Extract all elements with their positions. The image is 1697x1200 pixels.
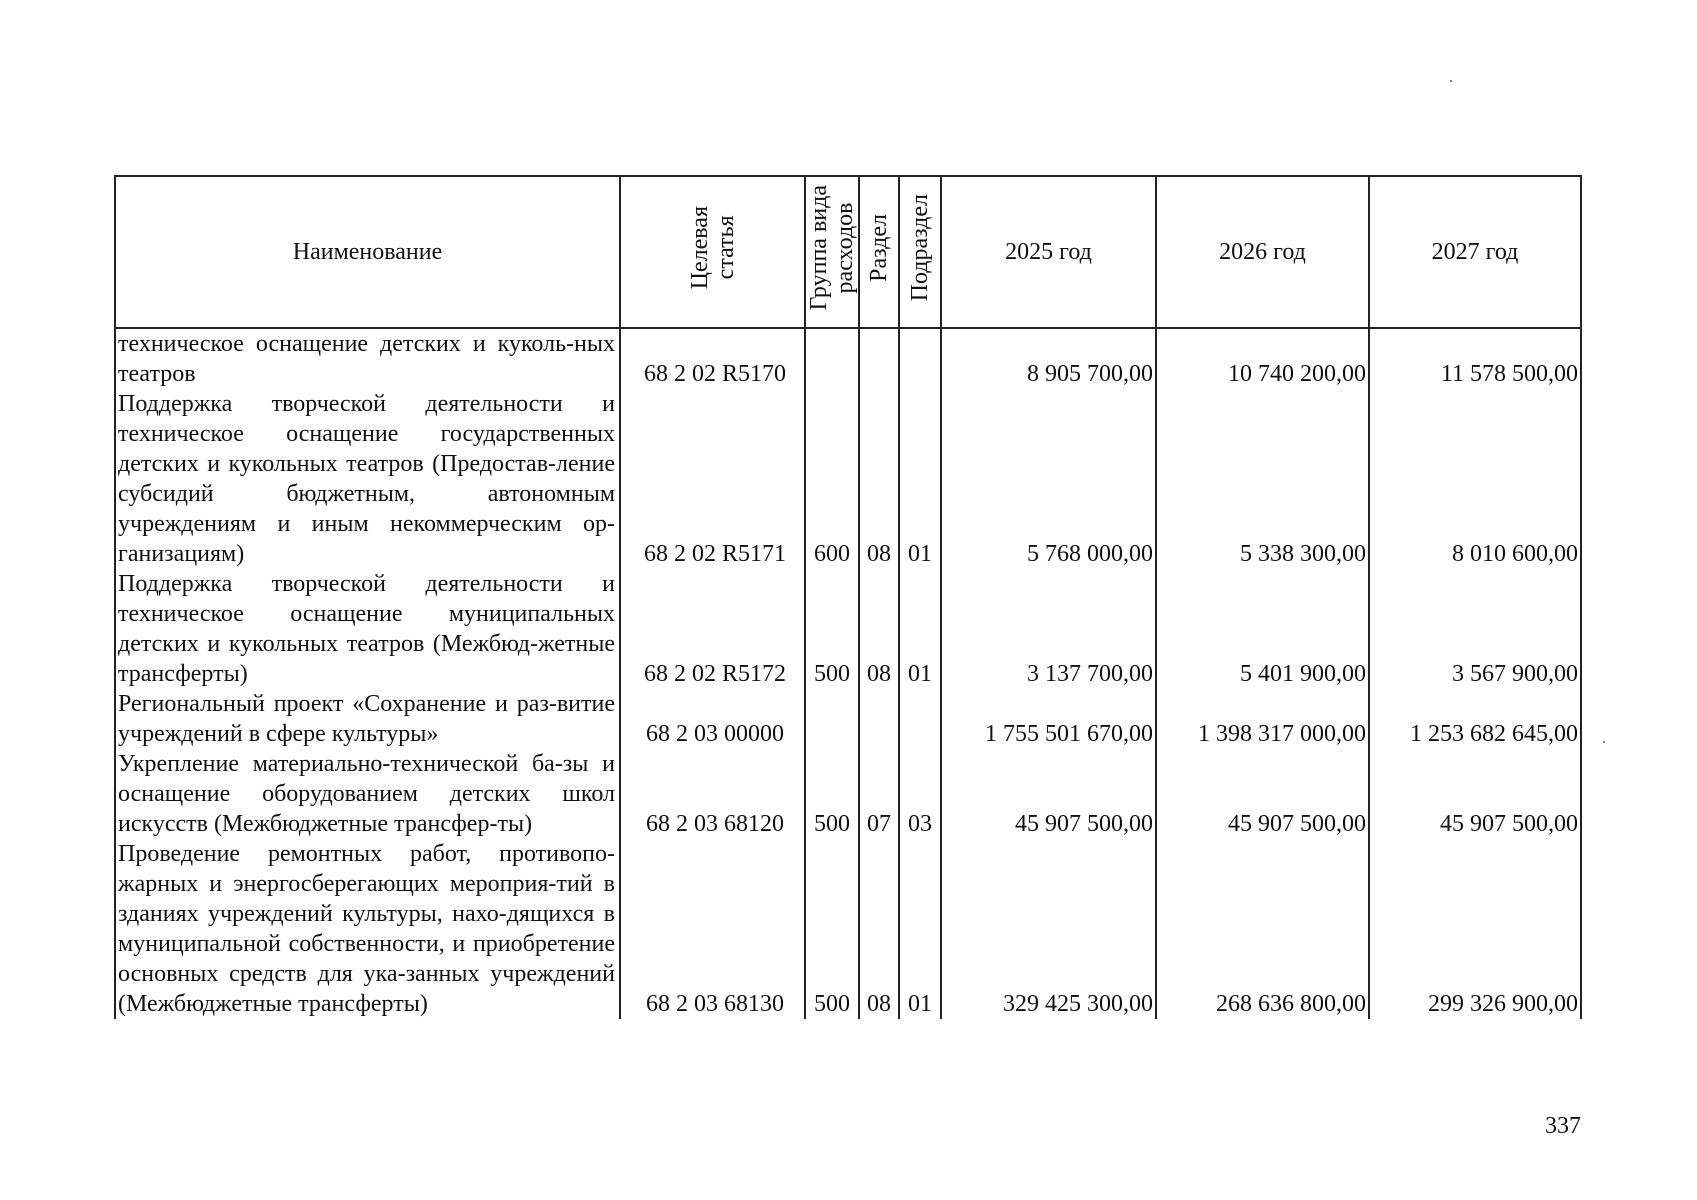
row-code: 68 2 02 R5170 xyxy=(620,328,805,389)
table-row xyxy=(115,569,1581,689)
row-2027: 45 907 500,00 xyxy=(1369,749,1581,839)
table-row xyxy=(115,389,1581,569)
row-2027: 1 253 682 645,00 xyxy=(1369,689,1581,749)
row-section: 08 xyxy=(859,569,899,689)
row-section: 08 xyxy=(859,389,899,569)
scan-speck xyxy=(1450,80,1452,82)
row-group: 500 xyxy=(805,839,859,1019)
header-subsection-label: Подраздел xyxy=(907,194,933,302)
table-row xyxy=(115,749,1581,839)
table-body xyxy=(115,328,1581,1019)
header-subsection xyxy=(899,176,941,328)
table-row xyxy=(115,328,1581,389)
table-row xyxy=(115,839,1581,1019)
header-code-label: Целевая статья xyxy=(686,206,739,290)
row-subsection: 01 xyxy=(899,569,941,689)
row-2027: 8 010 600,00 xyxy=(1369,389,1581,569)
row-2026: 1 398 317 000,00 xyxy=(1156,689,1369,749)
row-section xyxy=(859,328,899,389)
row-code: 68 2 03 68120 xyxy=(620,749,805,839)
header-name: Наименование xyxy=(115,176,620,328)
row-subsection: 01 xyxy=(899,389,941,569)
row-name: Поддержка творческой деятельности и техническое оснащение государственных детских и кукольных театров (Предостав-ление субсидий бюджетным, автономным учреждениям и иным некоммерческим ор-ганизациям) xyxy=(115,389,620,569)
row-group xyxy=(805,328,859,389)
header-year-2027: 2027 год xyxy=(1369,176,1581,328)
row-name: Проведение ремонтных работ, противопо-жарных и энергосберегающих мероприя-тий в зданиях учреждений культуры, нахо-дящихся в муниципальной собственности, и приобретение основных средств для ука-занных учреждений (Межбюджетные трансферты) xyxy=(115,839,620,1019)
row-name: Укрепление материально-технической ба-зы и оснащение оборудованием детских школ искусств (Межбюджетные трансфер-ты) xyxy=(115,749,620,839)
row-section xyxy=(859,689,899,749)
header-code xyxy=(620,176,805,328)
header-group xyxy=(805,176,859,328)
row-2026: 268 636 800,00 xyxy=(1156,839,1369,1019)
row-section: 08 xyxy=(859,839,899,1019)
table-row xyxy=(115,689,1581,749)
row-2025: 3 137 700,00 xyxy=(941,569,1156,689)
budget-table xyxy=(114,175,1582,1019)
row-code: 68 2 02 R5172 xyxy=(620,569,805,689)
row-code: 68 2 03 68130 xyxy=(620,839,805,1019)
page-number: 337 xyxy=(1545,1113,1581,1139)
table-header xyxy=(115,176,1581,328)
row-2025: 1 755 501 670,00 xyxy=(941,689,1156,749)
row-name: Поддержка творческой деятельности и техническое оснащение муниципальных детских и кукольных театров (Межбюд-жетные трансферты) xyxy=(115,569,620,689)
row-code: 68 2 03 00000 xyxy=(620,689,805,749)
row-2025: 45 907 500,00 xyxy=(941,749,1156,839)
header-section-label: Раздел xyxy=(866,214,892,282)
row-group: 500 xyxy=(805,749,859,839)
row-2026: 10 740 200,00 xyxy=(1156,328,1369,389)
row-2025: 5 768 000,00 xyxy=(941,389,1156,569)
row-2026: 5 338 300,00 xyxy=(1156,389,1369,569)
row-code: 68 2 02 R5171 xyxy=(620,389,805,569)
row-subsection xyxy=(899,328,941,389)
row-2027: 3 567 900,00 xyxy=(1369,569,1581,689)
row-2026: 45 907 500,00 xyxy=(1156,749,1369,839)
row-2027: 11 578 500,00 xyxy=(1369,328,1581,389)
row-group: 600 xyxy=(805,389,859,569)
header-year-2026: 2026 год xyxy=(1156,176,1369,328)
row-name: Региональный проект «Сохранение и раз-витие учреждений в сфере культуры» xyxy=(115,689,620,749)
header-section xyxy=(859,176,899,328)
row-section: 07 xyxy=(859,749,899,839)
row-group: 500 xyxy=(805,569,859,689)
row-group xyxy=(805,689,859,749)
header-year-2025: 2025 год xyxy=(941,176,1156,328)
row-2025: 8 905 700,00 xyxy=(941,328,1156,389)
scan-speck xyxy=(1603,741,1605,743)
row-subsection: 03 xyxy=(899,749,941,839)
row-2026: 5 401 900,00 xyxy=(1156,569,1369,689)
row-2025: 329 425 300,00 xyxy=(941,839,1156,1019)
row-name: техническое оснащение детских и куколь-ных театров xyxy=(115,328,620,389)
row-subsection xyxy=(899,689,941,749)
row-subsection: 01 xyxy=(899,839,941,1019)
row-2027: 299 326 900,00 xyxy=(1369,839,1581,1019)
header-group-label: Группа вида расходов xyxy=(806,185,858,311)
